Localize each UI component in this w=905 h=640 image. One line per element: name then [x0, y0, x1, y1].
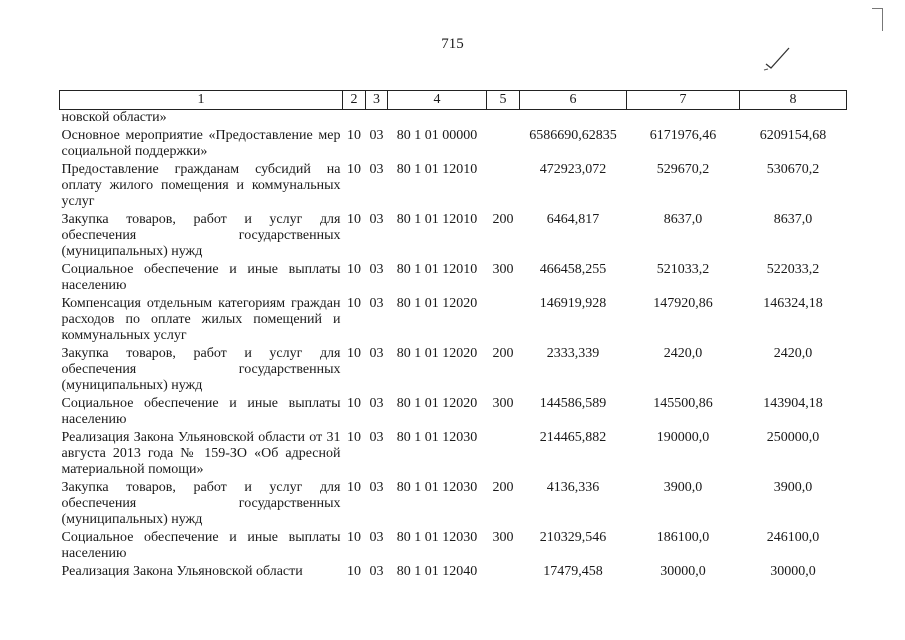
row-name: Основное мероприятие «Предоставление мер социальной поддержки»: [61, 128, 341, 159]
row-target-article: 80 1 01 12030: [396, 480, 478, 495]
row-amount-col8: 250000,0: [766, 430, 820, 445]
column-header: 8: [740, 91, 847, 110]
row-name: Социальное обеспечение и иные выплаты населению: [61, 396, 341, 427]
row-section: 10: [347, 530, 361, 545]
row-target-article: 80 1 01 12020: [396, 296, 478, 311]
page-corner-mark: [872, 8, 883, 31]
row-target-article: 80 1 01 12030: [396, 430, 478, 445]
row-amount-col6: 214465,882: [539, 430, 607, 445]
row-amount-col8: 146324,18: [763, 296, 823, 311]
row-amount-col8: 2420,0: [773, 346, 813, 361]
row-amount-col7: 521033,2: [656, 262, 710, 277]
table-row: [60, 430, 847, 480]
row-amount-col7: 30000,0: [660, 564, 706, 579]
row-target-article: 80 1 01 12010: [396, 212, 478, 227]
table-row: [60, 212, 847, 262]
row-amount-col6: 146919,928: [539, 296, 607, 311]
budget-table: [59, 90, 847, 582]
row-amount-col8: 3900,0: [773, 480, 813, 495]
row-subsection: 03: [369, 346, 384, 361]
row-amount-col6: 6586690,62835: [529, 128, 617, 143]
row-expense-type: 200: [492, 346, 514, 361]
table-row: [60, 162, 847, 212]
row-amount-col8: 246100,0: [766, 530, 820, 545]
row-name: Компенсация отдельным категориям граждан расходов по оплате жилых помещений и коммунальных услуг: [61, 296, 341, 343]
row-amount-col7: 145500,86: [653, 396, 713, 411]
row-section: 10: [347, 430, 361, 445]
row-subsection: 03: [369, 564, 384, 579]
row-section: 10: [347, 296, 361, 311]
row-subsection: 03: [369, 296, 384, 311]
row-amount-col6: 144586,589: [539, 396, 607, 411]
column-header: 2: [343, 91, 366, 110]
row-target-article: 80 1 01 12010: [396, 162, 478, 177]
table-row: [60, 480, 847, 530]
row-expense-type: 300: [492, 396, 514, 411]
row-target-article: 80 1 01 12040: [396, 564, 478, 579]
handwritten-check-icon: [762, 44, 792, 72]
column-header: 3: [366, 91, 388, 110]
row-target-article: 80 1 01 12020: [396, 346, 478, 361]
column-header: 6: [520, 91, 627, 110]
row-amount-col7: 3900,0: [663, 480, 703, 495]
row-amount-col6: 2333,339: [546, 346, 600, 361]
row-amount-col6: 4136,336: [546, 480, 600, 495]
row-section: 10: [347, 564, 361, 579]
row-name: Реализация Закона Ульяновской области: [61, 564, 303, 579]
row-expense-type: 200: [492, 212, 514, 227]
row-section: 10: [347, 262, 361, 277]
row-section: 10: [347, 162, 361, 177]
row-name: Закупка товаров, работ и услуг для обеспечения государственных (муниципальных) нужд: [61, 212, 341, 259]
row-amount-col8: 30000,0: [770, 564, 816, 579]
row-amount-col6: 6464,817: [546, 212, 600, 227]
table-row: [60, 128, 847, 162]
row-expense-type: 300: [492, 530, 514, 545]
row-subsection: 03: [369, 430, 384, 445]
table-row: [60, 296, 847, 346]
row-expense-type: [487, 128, 520, 162]
row-amount-col6: 210329,546: [539, 530, 607, 545]
row-name: новской области»: [61, 110, 167, 125]
row-subsection: 03: [369, 128, 384, 143]
row-amount-col7: 6171976,46: [649, 128, 717, 143]
column-header: 1: [60, 91, 343, 110]
row-target-article: 80 1 01 00000: [396, 128, 478, 143]
row-section: 10: [347, 480, 361, 495]
row-expense-type: [487, 296, 520, 346]
column-header: 7: [627, 91, 740, 110]
row-section: 10: [347, 212, 361, 227]
row-amount-col8: 8637,0: [773, 212, 813, 227]
row-target-article: 80 1 01 12010: [396, 262, 478, 277]
row-amount-col8: 6209154,68: [759, 128, 827, 143]
row-amount-col7: 2420,0: [663, 346, 703, 361]
table-row: [60, 564, 847, 582]
row-amount-col7: 186100,0: [656, 530, 710, 545]
row-section: 10: [347, 396, 361, 411]
row-amount-col7: 190000,0: [656, 430, 710, 445]
table-row: [60, 396, 847, 430]
row-subsection: 03: [369, 480, 384, 495]
row-amount-col7: 529670,2: [656, 162, 710, 177]
row-amount-col6: 17479,458: [543, 564, 603, 579]
table-row: [60, 262, 847, 296]
row-amount-col8: 143904,18: [763, 396, 823, 411]
row-amount-col8: 522033,2: [766, 262, 820, 277]
row-section: 10: [347, 128, 361, 143]
row-name: Закупка товаров, работ и услуг для обеспечения государственных (муниципальных) нужд: [61, 346, 341, 393]
row-amount-col8: 530670,2: [766, 162, 820, 177]
row-subsection: 03: [369, 396, 384, 411]
row-expense-type: [487, 564, 520, 582]
row-name: Социальное обеспечение и иные выплаты населению: [61, 530, 341, 561]
row-subsection: 03: [369, 530, 384, 545]
row-amount-col7: 147920,86: [653, 296, 713, 311]
row-amount-col6: 466458,255: [539, 262, 607, 277]
row-subsection: 03: [369, 162, 384, 177]
row-expense-type: [487, 430, 520, 480]
row-subsection: 03: [369, 212, 384, 227]
row-amount-col6: 472923,072: [539, 162, 607, 177]
column-header: 5: [487, 91, 520, 110]
row-name: Реализация Закона Ульяновской области от 31 августа 2013 года № 159-ЗО «Об адресной материальной помощи»: [61, 430, 341, 477]
table-row: [60, 346, 847, 396]
row-target-article: 80 1 01 12030: [396, 530, 478, 545]
table-row: [60, 530, 847, 564]
row-expense-type: 300: [492, 262, 514, 277]
row-expense-type: [487, 162, 520, 212]
row-amount-col7: 8637,0: [663, 212, 703, 227]
row-name: Закупка товаров, работ и услуг для обеспечения государственных (муниципальных) нужд: [61, 480, 341, 527]
row-subsection: 03: [369, 262, 384, 277]
column-header: 4: [388, 91, 487, 110]
row-target-article: 80 1 01 12020: [396, 396, 478, 411]
table-header-row: [60, 91, 847, 110]
page-number: 715: [441, 36, 464, 52]
row-name: Предоставление гражданам субсидий на оплату жилого помещения и коммунальных услуг: [61, 162, 341, 209]
table-row-continuation: [60, 110, 847, 129]
row-expense-type: 200: [492, 480, 514, 495]
row-name: Социальное обеспечение и иные выплаты населению: [61, 262, 341, 293]
row-section: 10: [347, 346, 361, 361]
